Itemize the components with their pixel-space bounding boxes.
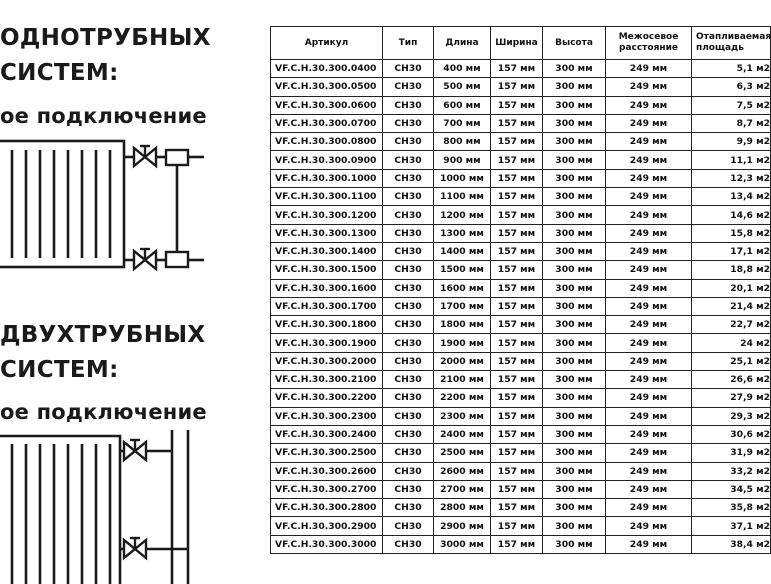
cell-heated-area: 26,6 м2 [692, 371, 771, 389]
cell-height: 300 мм [543, 389, 606, 407]
cell-length: 2800 мм [434, 499, 491, 517]
cell-width: 157 мм [491, 316, 543, 334]
cell-length: 2900 мм [434, 517, 491, 535]
cell-height: 300 мм [543, 425, 606, 443]
cell-heated-area: 8,7 м2 [692, 114, 771, 132]
two-pipe-title-line2: СИСТЕМ: [0, 357, 119, 383]
cell-length: 400 мм [434, 60, 491, 78]
cell-type: СН30 [383, 151, 434, 169]
cell-center-distance: 249 мм [606, 316, 692, 334]
cell-length: 2100 мм [434, 371, 491, 389]
cell-width: 157 мм [491, 480, 543, 498]
two-pipe-title-line1: ДВУХТРУБНЫХ [0, 322, 206, 348]
cell-sku: VF.C.H.30.300.1900 [271, 334, 383, 352]
cell-width: 157 мм [491, 224, 543, 242]
table-row [271, 206, 771, 224]
radiator-body [0, 141, 124, 267]
cell-height: 300 мм [543, 334, 606, 352]
cell-sku: VF.C.H.30.300.1500 [271, 261, 383, 279]
cell-heated-area: 21,4 м2 [692, 297, 771, 315]
cell-height: 300 мм [543, 517, 606, 535]
cell-width: 157 мм [491, 462, 543, 480]
tee-fitting-icon [166, 252, 188, 267]
cell-height: 300 мм [543, 316, 606, 334]
cell-length: 1400 мм [434, 242, 491, 260]
cell-sku: VF.C.H.30.300.0700 [271, 114, 383, 132]
cell-sku: VF.C.H.30.300.2900 [271, 517, 383, 535]
table-row [271, 151, 771, 169]
cell-center-distance: 249 мм [606, 96, 692, 114]
cell-width: 157 мм [491, 334, 543, 352]
cell-length: 2700 мм [434, 480, 491, 498]
cell-height: 300 мм [543, 114, 606, 132]
cell-type: СН30 [383, 535, 434, 553]
cell-length: 1900 мм [434, 334, 491, 352]
cell-heated-area: 20,1 м2 [692, 279, 771, 297]
cell-type: СН30 [383, 242, 434, 260]
table-row [271, 133, 771, 151]
cell-sku: VF.C.H.30.300.1100 [271, 188, 383, 206]
cell-height: 300 мм [543, 462, 606, 480]
table-row [271, 242, 771, 260]
cell-center-distance: 249 мм [606, 499, 692, 517]
col-header-sku: Артикул [271, 27, 383, 60]
table-row [271, 224, 771, 242]
cell-width: 157 мм [491, 78, 543, 96]
cell-center-distance: 249 мм [606, 188, 692, 206]
cell-width: 157 мм [491, 425, 543, 443]
cell-width: 157 мм [491, 535, 543, 553]
cell-sku: VF.C.H.30.300.3000 [271, 535, 383, 553]
cell-type: СН30 [383, 114, 434, 132]
cell-length: 1200 мм [434, 206, 491, 224]
table-row [271, 78, 771, 96]
cell-center-distance: 249 мм [606, 78, 692, 96]
table-row [271, 96, 771, 114]
radiator-spec-table [270, 26, 771, 554]
cell-sku: VF.C.H.30.300.2100 [271, 371, 383, 389]
cell-center-distance: 249 мм [606, 480, 692, 498]
table-row [271, 334, 771, 352]
table-row [271, 279, 771, 297]
cell-width: 157 мм [491, 261, 543, 279]
table-row [271, 389, 771, 407]
cell-length: 1800 мм [434, 316, 491, 334]
cell-center-distance: 249 мм [606, 224, 692, 242]
cell-length: 2000 мм [434, 352, 491, 370]
cell-length: 1500 мм [434, 261, 491, 279]
cell-width: 157 мм [491, 242, 543, 260]
cell-type: СН30 [383, 169, 434, 187]
table-row [271, 517, 771, 535]
cell-type: СН30 [383, 316, 434, 334]
cell-type: СН30 [383, 352, 434, 370]
cell-length: 2500 мм [434, 444, 491, 462]
cell-heated-area: 34,5 м2 [692, 480, 771, 498]
cell-center-distance: 249 мм [606, 151, 692, 169]
cell-length: 700 мм [434, 114, 491, 132]
table-row [271, 480, 771, 498]
cell-width: 157 мм [491, 297, 543, 315]
cell-width: 157 мм [491, 133, 543, 151]
cell-sku: VF.C.H.30.300.1800 [271, 316, 383, 334]
table-row [271, 60, 771, 78]
cell-sku: VF.C.H.30.300.0800 [271, 133, 383, 151]
cell-length: 2400 мм [434, 425, 491, 443]
cell-type: СН30 [383, 407, 434, 425]
table-row [271, 535, 771, 553]
cell-width: 157 мм [491, 499, 543, 517]
cell-width: 157 мм [491, 96, 543, 114]
cell-sku: VF.C.H.30.300.2700 [271, 480, 383, 498]
cell-length: 2300 мм [434, 407, 491, 425]
cell-center-distance: 249 мм [606, 279, 692, 297]
cell-center-distance: 249 мм [606, 425, 692, 443]
cell-length: 2600 мм [434, 462, 491, 480]
cell-length: 1600 мм [434, 279, 491, 297]
cell-type: СН30 [383, 499, 434, 517]
cell-heated-area: 30,6 м2 [692, 425, 771, 443]
cell-length: 800 мм [434, 133, 491, 151]
tee-fitting-icon [166, 150, 188, 165]
cell-height: 300 мм [543, 371, 606, 389]
cell-center-distance: 249 мм [606, 60, 692, 78]
cell-heated-area: 31,9 м2 [692, 444, 771, 462]
cell-length: 500 мм [434, 78, 491, 96]
cell-center-distance: 249 мм [606, 206, 692, 224]
cell-length: 3000 мм [434, 535, 491, 553]
cell-height: 300 мм [543, 151, 606, 169]
table-row [271, 188, 771, 206]
cell-sku: VF.C.H.30.300.0400 [271, 60, 383, 78]
cell-heated-area: 5,1 м2 [692, 60, 771, 78]
cell-type: СН30 [383, 261, 434, 279]
cell-sku: VF.C.H.30.300.1400 [271, 242, 383, 260]
table-row [271, 169, 771, 187]
cell-heated-area: 7,5 м2 [692, 96, 771, 114]
cell-type: СН30 [383, 334, 434, 352]
cell-sku: VF.C.H.30.300.0900 [271, 151, 383, 169]
cell-type: СН30 [383, 297, 434, 315]
cell-heated-area: 29,3 м2 [692, 407, 771, 425]
cell-center-distance: 249 мм [606, 517, 692, 535]
cell-width: 157 мм [491, 444, 543, 462]
table-row [271, 297, 771, 315]
table-row [271, 462, 771, 480]
cell-type: СН30 [383, 517, 434, 535]
cell-width: 157 мм [491, 517, 543, 535]
cell-center-distance: 249 мм [606, 297, 692, 315]
cell-heated-area: 17,1 м2 [692, 242, 771, 260]
cell-type: СН30 [383, 279, 434, 297]
two-pipe-connection-label: ое подключение [0, 400, 207, 424]
cell-length: 900 мм [434, 151, 491, 169]
cell-center-distance: 249 мм [606, 444, 692, 462]
cell-type: СН30 [383, 133, 434, 151]
cell-heated-area: 24 м2 [692, 334, 771, 352]
single-pipe-diagram [0, 138, 268, 273]
cell-heated-area: 14,6 м2 [692, 206, 771, 224]
cell-type: СН30 [383, 389, 434, 407]
cell-center-distance: 249 мм [606, 462, 692, 480]
cell-heated-area: 11,1 м2 [692, 151, 771, 169]
cell-type: СН30 [383, 480, 434, 498]
cell-center-distance: 249 мм [606, 242, 692, 260]
cell-heated-area: 18,8 м2 [692, 261, 771, 279]
cell-sku: VF.C.H.30.300.2000 [271, 352, 383, 370]
cell-center-distance: 249 мм [606, 133, 692, 151]
cell-type: СН30 [383, 96, 434, 114]
cell-height: 300 мм [543, 169, 606, 187]
cell-sku: VF.C.H.30.300.1300 [271, 224, 383, 242]
cell-sku: VF.C.H.30.300.1200 [271, 206, 383, 224]
cell-heated-area: 9,9 м2 [692, 133, 771, 151]
cell-type: СН30 [383, 224, 434, 242]
two-pipe-diagram [0, 428, 268, 584]
cell-height: 300 мм [543, 499, 606, 517]
cell-height: 300 мм [543, 224, 606, 242]
cell-length: 1100 мм [434, 188, 491, 206]
table-row [271, 499, 771, 517]
table-row [271, 316, 771, 334]
cell-heated-area: 12,3 м2 [692, 169, 771, 187]
col-header-center-distance: Межосевое расстояние [606, 27, 692, 60]
cell-length: 2200 мм [434, 389, 491, 407]
cell-sku: VF.C.H.30.300.2600 [271, 462, 383, 480]
cell-heated-area: 27,9 м2 [692, 389, 771, 407]
cell-sku: VF.C.H.30.300.2500 [271, 444, 383, 462]
cell-heated-area: 25,1 м2 [692, 352, 771, 370]
cell-height: 300 мм [543, 444, 606, 462]
cell-height: 300 мм [543, 60, 606, 78]
cell-width: 157 мм [491, 279, 543, 297]
cell-type: СН30 [383, 188, 434, 206]
cell-width: 157 мм [491, 114, 543, 132]
radiator-spec-table-wrap [270, 26, 771, 554]
table-header-row [271, 27, 771, 60]
cell-center-distance: 249 мм [606, 389, 692, 407]
cell-height: 300 мм [543, 297, 606, 315]
cell-center-distance: 249 мм [606, 407, 692, 425]
cell-height: 300 мм [543, 480, 606, 498]
cell-heated-area: 6,3 м2 [692, 78, 771, 96]
cell-width: 157 мм [491, 151, 543, 169]
col-header-heated-area: Отапливаемая площадь [692, 27, 771, 60]
cell-width: 157 мм [491, 188, 543, 206]
cell-heated-area: 22,7 м2 [692, 316, 771, 334]
table-row [271, 352, 771, 370]
cell-center-distance: 249 мм [606, 371, 692, 389]
cell-width: 157 мм [491, 169, 543, 187]
cell-heated-area: 37,1 м2 [692, 517, 771, 535]
col-header-length: Длина [434, 27, 491, 60]
table-row [271, 407, 771, 425]
col-header-height: Высота [543, 27, 606, 60]
col-header-type: Тип [383, 27, 434, 60]
cell-center-distance: 249 мм [606, 261, 692, 279]
cell-heated-area: 13,4 м2 [692, 188, 771, 206]
cell-length: 600 мм [434, 96, 491, 114]
cell-type: СН30 [383, 425, 434, 443]
cell-width: 157 мм [491, 352, 543, 370]
cell-heated-area: 38,4 м2 [692, 535, 771, 553]
single-pipe-title-line2: СИСТЕМ: [0, 60, 119, 86]
cell-center-distance: 249 мм [606, 535, 692, 553]
cell-sku: VF.C.H.30.300.2400 [271, 425, 383, 443]
cell-sku: VF.C.H.30.300.2200 [271, 389, 383, 407]
cell-sku: VF.C.H.30.300.2300 [271, 407, 383, 425]
table-row [271, 114, 771, 132]
cell-height: 300 мм [543, 206, 606, 224]
cell-heated-area: 33,2 м2 [692, 462, 771, 480]
table-row [271, 261, 771, 279]
col-header-width: Ширина [491, 27, 543, 60]
cell-center-distance: 249 мм [606, 334, 692, 352]
cell-height: 300 мм [543, 78, 606, 96]
table-row [271, 425, 771, 443]
cell-height: 300 мм [543, 407, 606, 425]
cell-height: 300 мм [543, 535, 606, 553]
cell-height: 300 мм [543, 279, 606, 297]
cell-width: 157 мм [491, 60, 543, 78]
cell-center-distance: 249 мм [606, 114, 692, 132]
cell-center-distance: 249 мм [606, 169, 692, 187]
cell-heated-area: 15,8 м2 [692, 224, 771, 242]
cell-sku: VF.C.H.30.300.0600 [271, 96, 383, 114]
cell-height: 300 мм [543, 133, 606, 151]
cell-type: СН30 [383, 444, 434, 462]
table-row [271, 371, 771, 389]
cell-height: 300 мм [543, 242, 606, 260]
cell-length: 1700 мм [434, 297, 491, 315]
cell-type: СН30 [383, 462, 434, 480]
cell-width: 157 мм [491, 407, 543, 425]
cell-height: 300 мм [543, 352, 606, 370]
cell-sku: VF.C.H.30.300.1600 [271, 279, 383, 297]
cell-height: 300 мм [543, 261, 606, 279]
cell-sku: VF.C.H.30.300.2800 [271, 499, 383, 517]
single-pipe-title-line1: ОДНОТРУБНЫХ [0, 25, 211, 51]
cell-length: 1000 мм [434, 169, 491, 187]
cell-width: 157 мм [491, 206, 543, 224]
cell-sku: VF.C.H.30.300.1700 [271, 297, 383, 315]
cell-type: СН30 [383, 60, 434, 78]
cell-type: СН30 [383, 78, 434, 96]
connection-schemes-panel [0, 0, 268, 584]
cell-type: СН30 [383, 206, 434, 224]
cell-height: 300 мм [543, 96, 606, 114]
cell-width: 157 мм [491, 389, 543, 407]
cell-sku: VF.C.H.30.300.0500 [271, 78, 383, 96]
cell-width: 157 мм [491, 371, 543, 389]
cell-sku: VF.C.H.30.300.1000 [271, 169, 383, 187]
cell-length: 1300 мм [434, 224, 491, 242]
single-pipe-connection-label: ое подключение [0, 104, 207, 128]
cell-center-distance: 249 мм [606, 352, 692, 370]
cell-height: 300 мм [543, 188, 606, 206]
cell-type: СН30 [383, 371, 434, 389]
table-row [271, 444, 771, 462]
cell-heated-area: 35,8 м2 [692, 499, 771, 517]
